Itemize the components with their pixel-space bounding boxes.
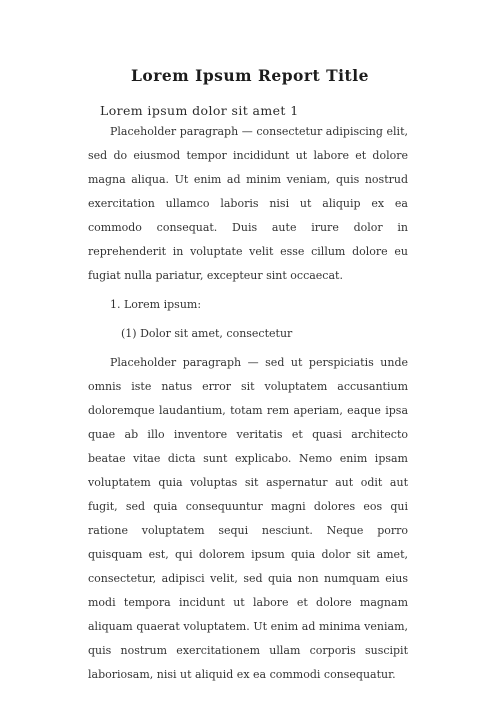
document-title: Lorem Ipsum Report Title bbox=[131, 66, 369, 85]
intro-paragraph: Placeholder paragraph — consectetur adipiscing elit, sed do eiusmod tempor incididunt ut labore et dolore magna aliqua. Ut enim ad minim veniam, quis nostrud exercitation ullamco laboris nisi ut aliquip ex ea commodo consequat. Duis aute irure dolor in reprehenderit in voluptate velit esse cillum dolore eu fugiat nulla pariatur, excepteur sint occaecat. bbox=[88, 125, 408, 282]
document-subtitle: Lorem ipsum dolor sit amet 1 bbox=[100, 103, 299, 118]
document-body bbox=[88, 120, 408, 687]
body-paragraph: Placeholder paragraph — sed ut perspiciatis unde omnis iste natus error sit voluptatem accusantium doloremque laudantium, totam rem aperiam, eaque ipsa quae ab illo inventore veritatis et quasi architecto beatae vitae dicta sunt explicabo. Nemo enim ipsam voluptatem quia voluptas sit aspernatur aut odit aut fugit, sed quia consequuntur magni dolores eos qui ratione voluptatem sequi nesciunt. Neque porro quisquam est, qui dolorem ipsum quia dolor sit amet, consectetur, adipisci velit, sed quia non numquam eius modi tempora incidunt ut labore et dolore magnam aliquam quaerat voluptatem. Ut enim ad minima veniam, quis nostrum exercitationem ullam corporis suscipit laboriosam, nisi ut aliquid ex ea commodi consequatur. bbox=[88, 356, 408, 681]
section-heading: 1. Lorem ipsum: bbox=[110, 298, 202, 311]
subsection-heading: (1) Dolor sit amet, consectetur bbox=[121, 327, 293, 340]
